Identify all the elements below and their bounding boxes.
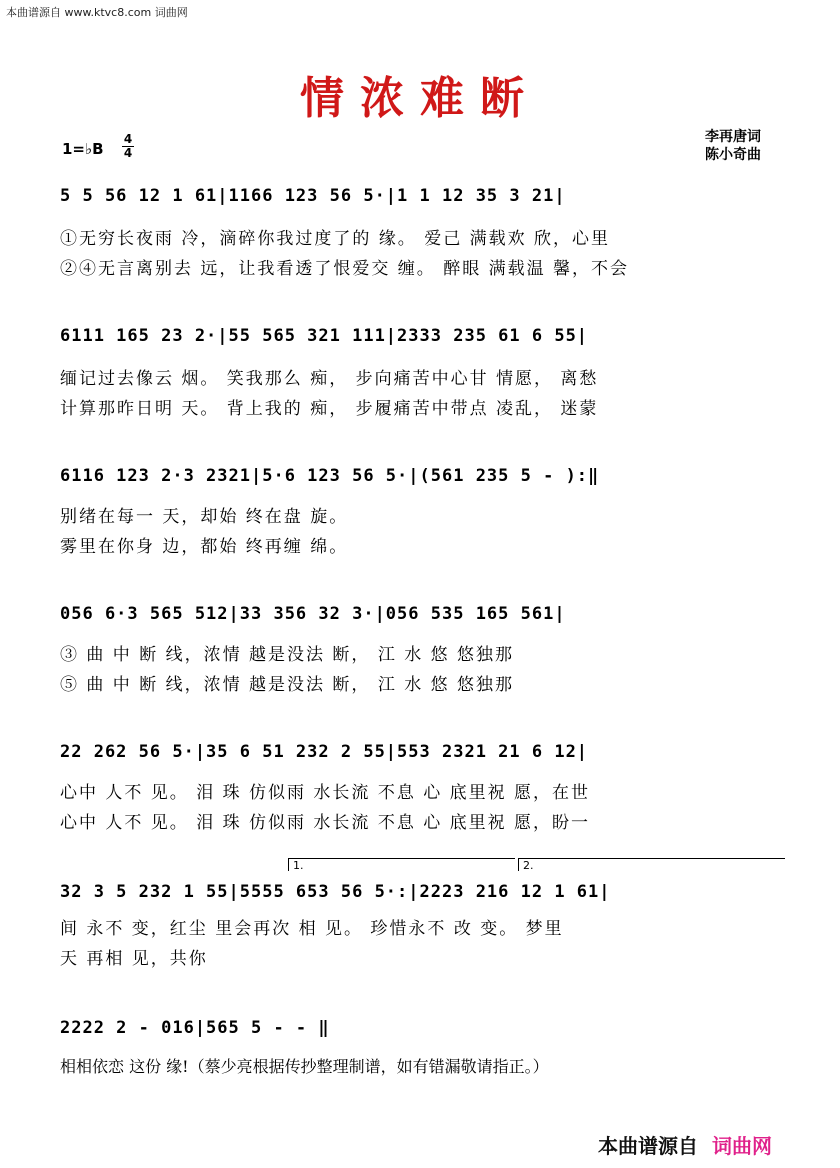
lyricist: 李再唐词 <box>705 129 761 145</box>
second-ending-bracket <box>518 858 785 871</box>
second-ending-label: 2. <box>523 859 534 872</box>
first-ending-bracket <box>288 858 515 871</box>
score-system-1 <box>60 186 782 286</box>
lyric-line: ①无穷长夜雨 冷，滴碎你我过度了的 缘。 爱己 满载欢 欣，心里 <box>60 229 611 249</box>
lyric-line: 雾里在你身 边，都始 终再缠 绵。 <box>60 537 349 557</box>
lyric-line: 间 永不 变，红尘 里会再次 相 见。 珍惜永不 改 变。 梦里 <box>60 919 564 939</box>
song-title: 情浓难断 <box>300 73 540 124</box>
notation-line: 22 262 56 5·|35 6 51 232 2 55|553 2321 21 6 12| <box>60 742 589 762</box>
footer-logo <box>598 1130 772 1159</box>
composer: 陈小奇曲 <box>705 147 761 163</box>
lyric-line: 相相依恋 这份 缘!（蔡少亮根据传抄整理制谱，如有错漏敬请指正。） <box>60 1057 549 1076</box>
lyric-line: 别绪在每一 天，却始 终在盘 旋。 <box>60 507 349 527</box>
score-system-2 <box>60 326 782 426</box>
notation-line: 056 6·3 565 512|33 356 32 3·|056 535 165 561| <box>60 604 566 624</box>
score-system-4 <box>60 604 782 704</box>
notation-line: 32 3 5 232 1 55|5555 653 56 5·:|2223 216 12 1 61| <box>60 882 611 902</box>
lyric-line: 心中 人不 见。 泪 珠 仿似雨 水长流 不息 心 底里祝 愿，在世 <box>60 783 591 803</box>
first-ending-label: 1. <box>293 859 304 872</box>
score-system-3 <box>60 466 782 566</box>
lyric-line: ③ 曲 中 断 线，浓情 越是没法 断， 江 水 悠 悠独那 <box>60 645 515 665</box>
lyric-line: 缅记过去像云 烟。 笑我那么 痴， 步向痛苦中心甘 情愿， 离愁 <box>60 369 599 389</box>
time-signature <box>122 133 134 160</box>
lyric-line: ②④无言离别去 远，让我看透了恨爱交 缠。 醉眼 满载温 馨，不会 <box>60 259 630 279</box>
notation-line: 2222 2 - 016|565 5 - - ‖ <box>60 1018 330 1038</box>
lyric-line: 计算那昨日明 天。 背上我的 痴， 步履痛苦中带点 凌乱， 迷蒙 <box>60 399 599 419</box>
notation-line: 6111 165 23 2·|55 565 321 111|2333 235 61 6 55| <box>60 326 589 346</box>
score-system-7 <box>60 1018 830 1088</box>
site-header: 本曲谱源自 www.ktvc8.com 词曲网 <box>6 6 188 19</box>
score-system-6 <box>60 858 782 978</box>
key-signature: 1=♭B <box>62 140 104 158</box>
score-system-5 <box>60 742 782 842</box>
lyric-line: 心中 人不 见。 泪 珠 仿似雨 水长流 不息 心 底里祝 愿，盼一 <box>60 813 591 833</box>
meter-top: 4 <box>123 132 133 146</box>
footer-source-text: 本曲谱源自 <box>598 1134 698 1158</box>
lyric-line: ⑤ 曲 中 断 线，浓情 越是没法 断， 江 水 悠 悠独那 <box>60 675 515 695</box>
credits <box>705 128 761 164</box>
footer-site-name: 词曲网 <box>712 1134 772 1158</box>
notation-line: 5 5 56 12 1 61|1166 123 56 5·|1 1 12 35 3 21| <box>60 186 566 206</box>
notation-line: 6116 123 2·3 2321|5·6 123 56 5·|(561 235 5 - ):‖ <box>60 466 600 486</box>
meter-bottom: 4 <box>123 146 133 160</box>
lyric-line: 天 再相 见，共你 <box>60 949 208 969</box>
